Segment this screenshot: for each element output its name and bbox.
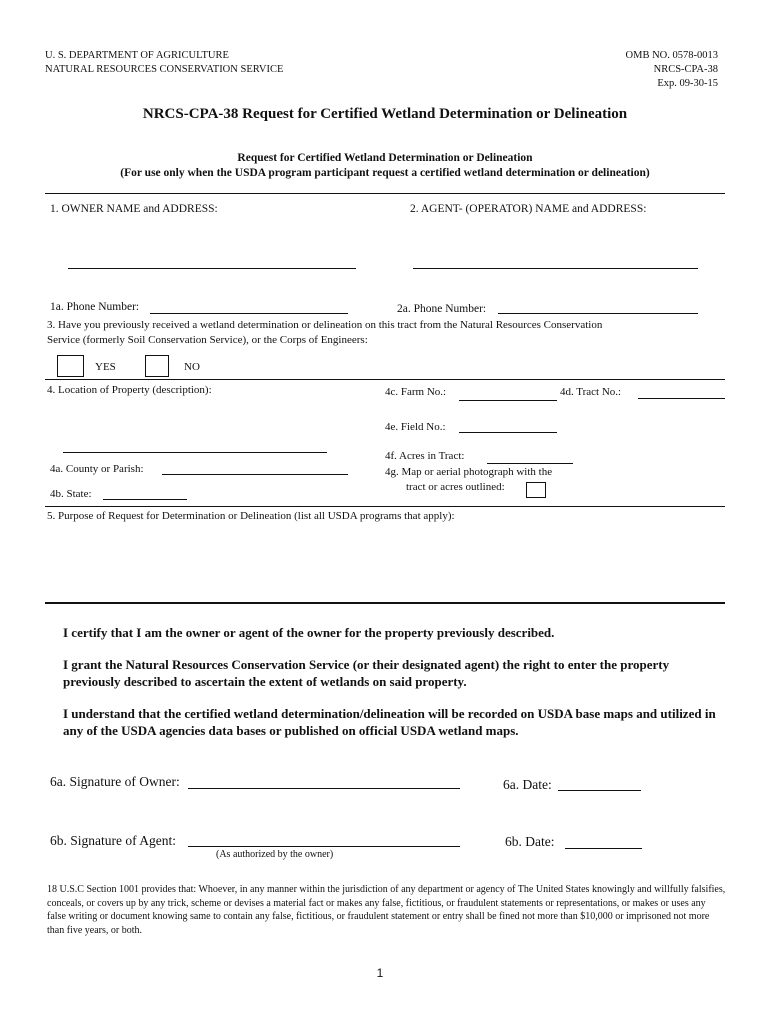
department-name: U. S. DEPARTMENT OF AGRICULTURE: [45, 50, 229, 61]
farm-number-field[interactable]: [459, 400, 557, 401]
farm-number-label: 4c. Farm No.:: [385, 386, 447, 398]
acres-in-tract-field[interactable]: [487, 463, 573, 464]
section-divider: [45, 193, 725, 194]
owner-phone-field[interactable]: [150, 313, 348, 314]
section-divider: [45, 506, 725, 507]
state-field[interactable]: [103, 499, 187, 500]
ownership-certification: I certify that I am the owner or agent of the owner for the property previously described.: [63, 625, 555, 640]
field-number-field[interactable]: [459, 432, 557, 433]
yes-checkbox[interactable]: [57, 355, 84, 377]
no-checkbox[interactable]: [145, 355, 169, 377]
state-label: 4b. State:: [50, 488, 92, 500]
yes-label: YES: [95, 361, 116, 373]
section-divider: [45, 602, 725, 604]
agent-date-label: 6b. Date:: [505, 834, 555, 849]
tract-number-field[interactable]: [638, 398, 725, 399]
owner-signature-label: 6a. Signature of Owner:: [50, 774, 180, 789]
form-number: NRCS-CPA-38: [653, 64, 718, 75]
agent-phone-field[interactable]: [498, 313, 698, 314]
property-location-field[interactable]: [63, 452, 327, 453]
owner-name-address-field[interactable]: [68, 268, 356, 269]
form-usage-note: (For use only when the USDA program participant request a certified wetland determination or delineation): [120, 167, 650, 179]
owner-signature-field[interactable]: [188, 788, 460, 789]
agent-signature-label: 6b. Signature of Agent:: [50, 833, 176, 848]
county-parish-field[interactable]: [162, 474, 348, 475]
agent-name-address-field[interactable]: [413, 268, 698, 269]
purpose-of-request-field[interactable]: [47, 528, 723, 600]
section-divider: [45, 379, 725, 380]
property-location-label: 4. Location of Property (description):: [47, 384, 212, 396]
county-parish-label: 4a. County or Parish:: [50, 463, 144, 475]
agent-signature-field[interactable]: [188, 846, 460, 847]
no-label: NO: [184, 361, 200, 373]
entry-permission-statement: I grant the Natural Resources Conservation Service (or their designated agent) the right to enter the property previously described to ascertain the extent of wetlands on said property.: [63, 657, 670, 689]
form-subtitle: Request for Certified Wetland Determination or Delineation: [237, 152, 533, 164]
field-number-label: 4e. Field No.:: [385, 421, 446, 433]
page-title: NRCS-CPA-38 Request for Certified Wetland Determination or Delineation: [142, 106, 628, 122]
agent-phone-label: 2a. Phone Number:: [397, 303, 487, 315]
agent-name-address-label: 2. AGENT- (OPERATOR) NAME and ADDRESS:: [410, 203, 647, 215]
owner-phone-label: 1a. Phone Number:: [50, 301, 140, 313]
owner-date-label: 6a. Date:: [503, 777, 552, 792]
expiration-date: Exp. 09-30-15: [657, 78, 718, 89]
owner-name-address-label: 1. OWNER NAME and ADDRESS:: [50, 203, 218, 215]
map-attached-checkbox[interactable]: [526, 482, 546, 498]
previous-determination-question-cont: Service (formerly Soil Conservation Service), or the Corps of Engineers:: [47, 334, 368, 346]
owner-date-field[interactable]: [558, 790, 641, 791]
purpose-of-request-label: 5. Purpose of Request for Determination or Delineation (list all USDA programs that apply):: [47, 510, 455, 522]
legal-notice: 18 U.S.C Section 1001 provides that: Whoever, in any manner within the jurisdiction of any department or agency of The United States knowingly and willfully falsifies, conceals, or covers up by any trick, scheme or devises a material fact or makes any false, fictitious, or fraudulent statements or representations, or makes or uses any false writing or document knowing same to contain any false, fictitious, or fraudulent statement or entry shall be fined not more than $10,000 or imprisoned not more than five years, or both.: [47, 884, 726, 936]
acres-in-tract-label: 4f. Acres in Tract:: [385, 450, 465, 462]
agent-authorization-note: (As authorized by the owner): [216, 849, 334, 860]
omb-number: OMB NO. 0578-0013: [625, 50, 718, 61]
previous-determination-question: 3. Have you previously received a wetland determination or delineation on this tract from the Natural Resources Conservation: [47, 319, 603, 331]
recording-acknowledgement: I understand that the certified wetland determination/delineation will be recorded on USDA base maps and utilized in any of the USDA agencies data bases or published on official USDA wetland maps.: [63, 706, 716, 738]
page-number: 1: [376, 966, 384, 980]
agent-date-field[interactable]: [565, 848, 642, 849]
map-photo-label: 4g. Map or aerial photograph with the: [385, 466, 553, 478]
agency-name: NATURAL RESOURCES CONSERVATION SERVICE: [45, 64, 284, 75]
tract-number-label: 4d. Tract No.:: [560, 386, 622, 398]
map-photo-label-cont: tract or acres outlined:: [406, 481, 505, 493]
